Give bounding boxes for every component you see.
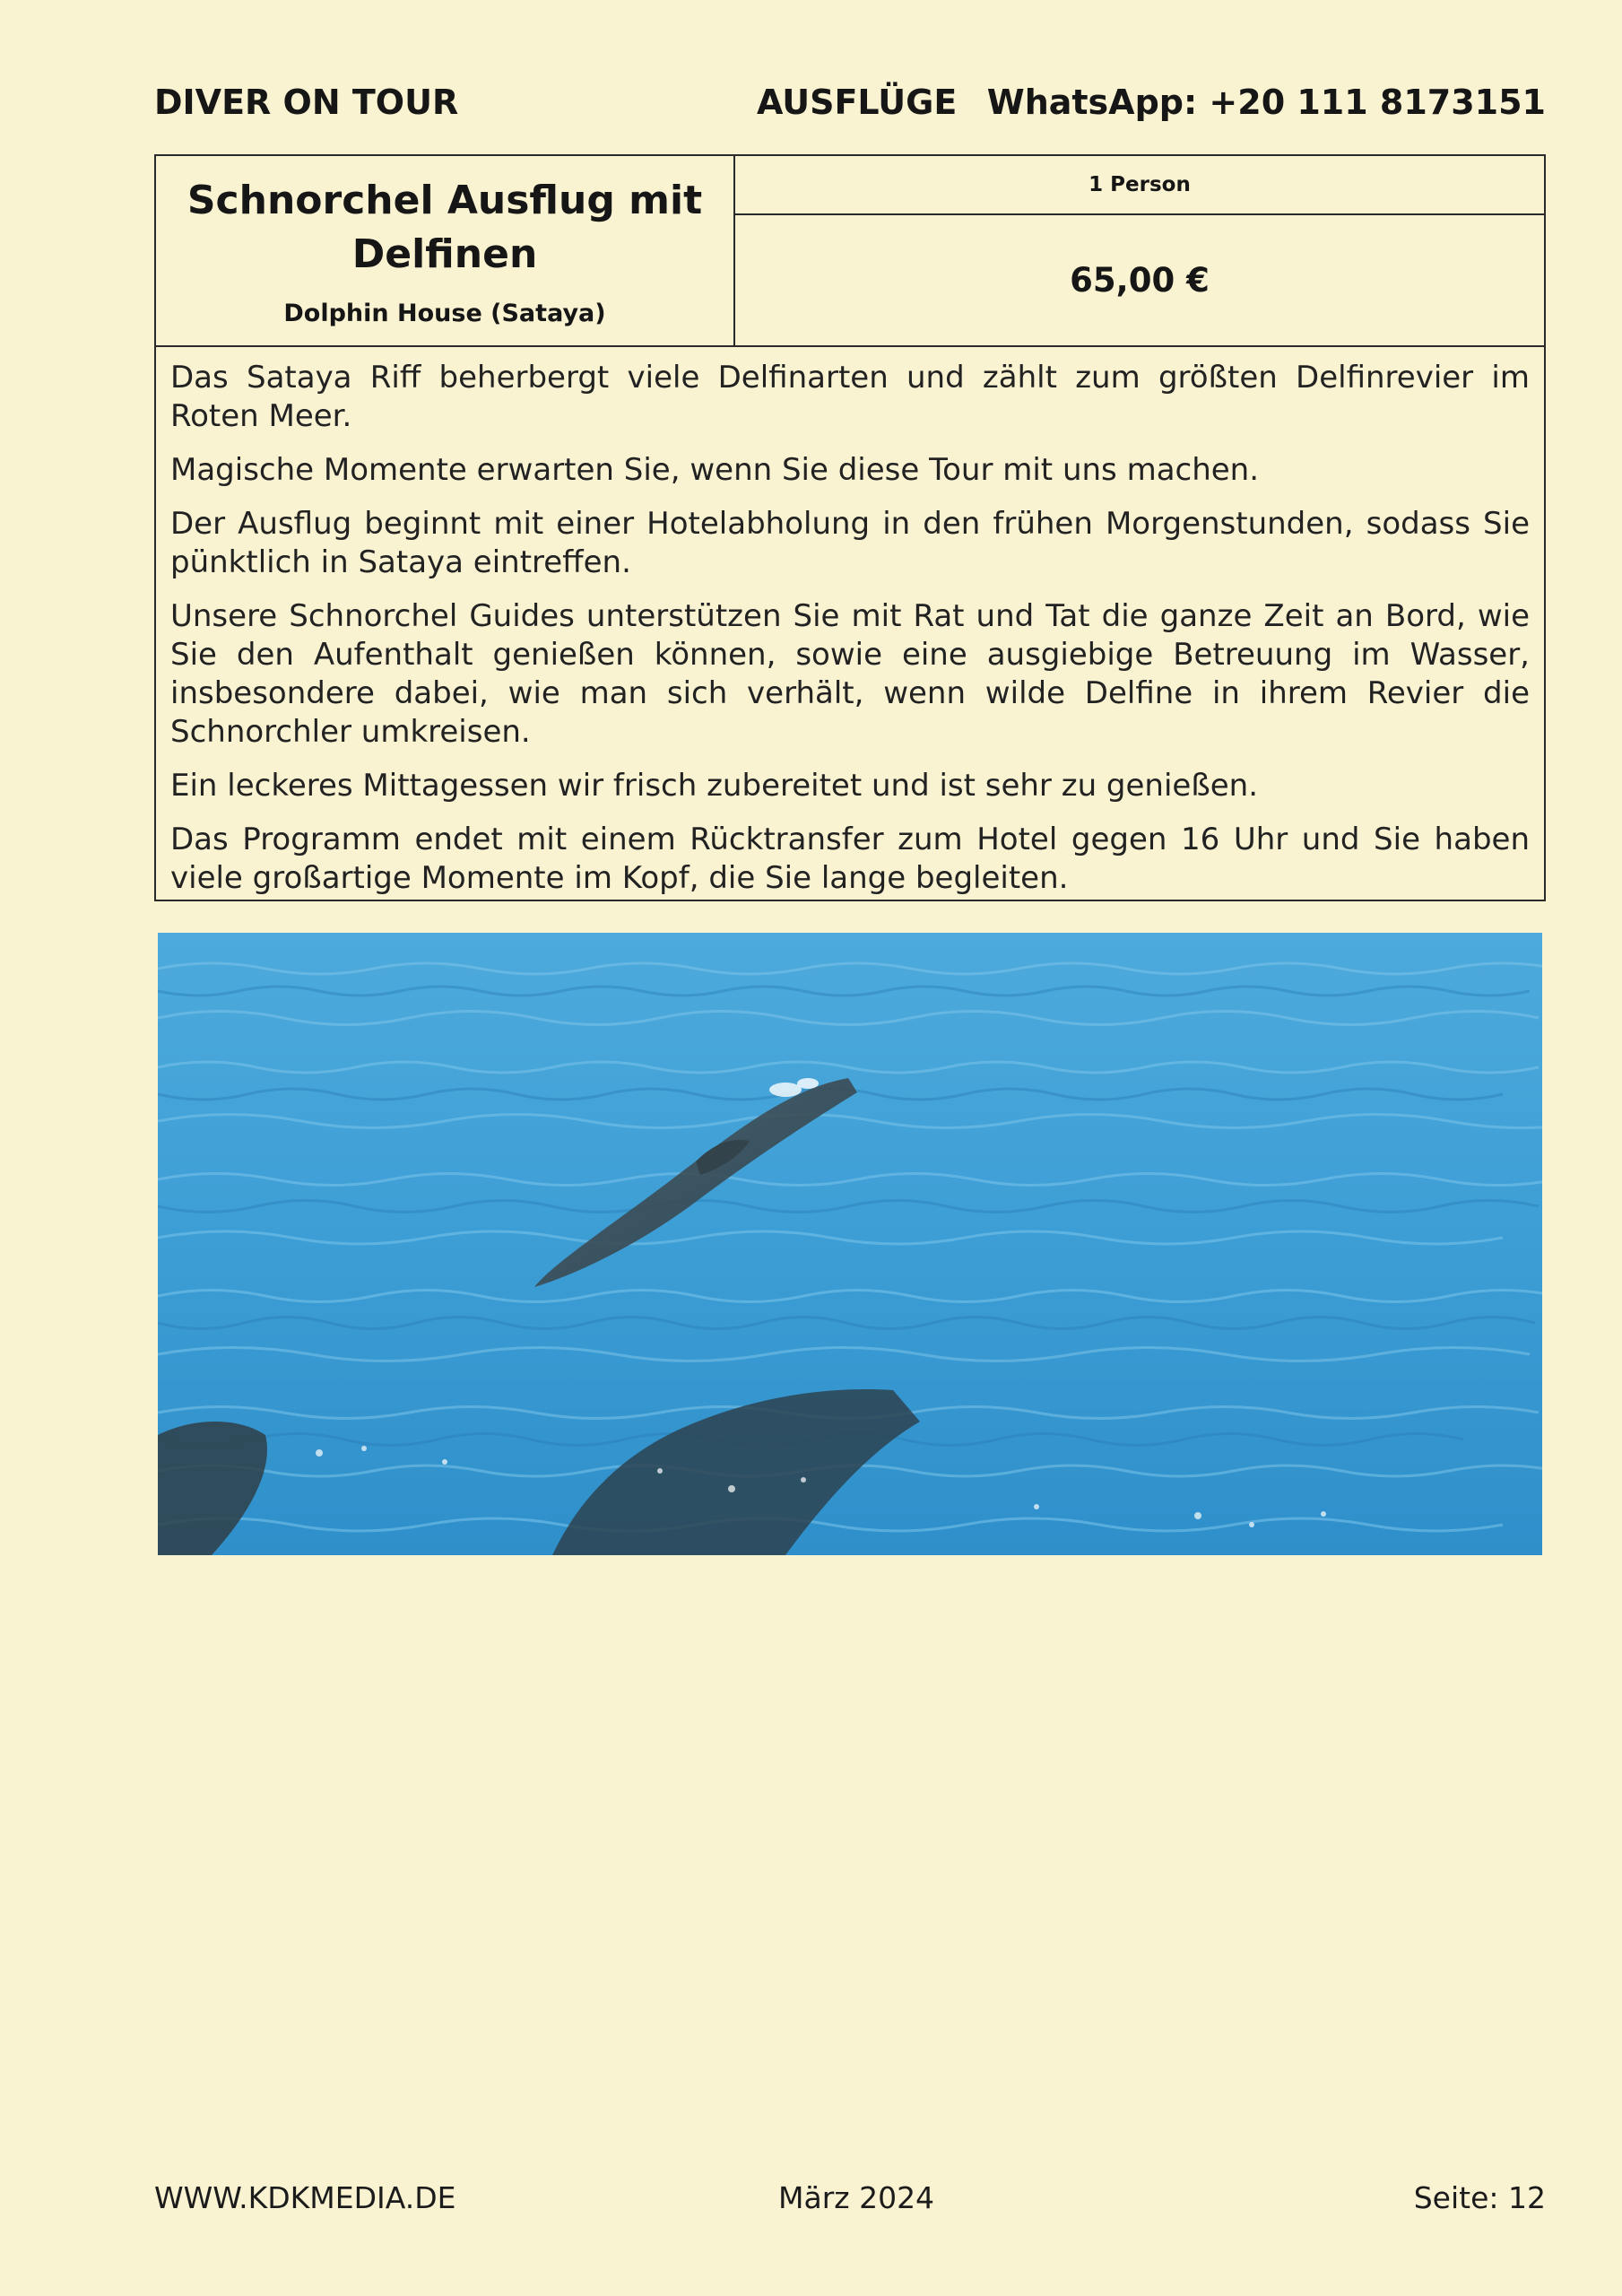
page-number: Seite: 12 <box>1413 2180 1546 2215</box>
price-cell <box>735 156 1544 345</box>
description-paragraph: Unsere Schnorchel Guides unterstützen Sie mit Rat und Tat die ganze Zeit an Bord, wie Sie den Aufenthalt genießen können, sowie eine ausgiebige Betreuung im Wasser, insbesondere dabei, wie man sich verhält, wenn wilde Delfine in ihrem Revier die Schnorchler umkreisen. <box>170 598 1530 750</box>
whatsapp-contact: WhatsApp: +20 111 8173151 <box>986 83 1546 122</box>
dolphins-photo <box>158 933 1542 1555</box>
tour-info-box <box>154 154 1546 901</box>
description-paragraph: Ein leckeres Mittagessen wir frisch zubereitet und ist sehr zu genießen. <box>170 768 1259 804</box>
tour-header-row <box>156 156 1544 347</box>
page-footer <box>154 2176 1546 2221</box>
tour-description <box>170 359 1530 913</box>
price-value: 65,00 € <box>1070 261 1210 300</box>
dolphins-swimming-image <box>158 933 1542 1555</box>
tour-title-cell <box>156 156 735 345</box>
description-paragraph: Magische Momente erwarten Sie, wenn Sie diese Tour mit uns machen. <box>170 452 1260 488</box>
section-title: AUSFLÜGE <box>757 83 958 122</box>
description-paragraph: Das Programm endet mit einem Rücktransfer zum Hotel gegen 16 Uhr und Sie haben viele großartige Momente im Kopf, die Sie lange begleiten. <box>170 822 1530 896</box>
description-paragraph: Der Ausflug beginnt mit einer Hotelabholung in den frühen Morgenstunden, sodass Sie pünktlich in Sataya eintreffen. <box>170 506 1530 580</box>
price-label: 1 Person <box>735 156 1544 215</box>
footer-date: März 2024 <box>778 2180 935 2215</box>
brand-name: DIVER ON TOUR <box>154 83 459 122</box>
page-header <box>154 77 1546 127</box>
tour-location: Dolphin House (Sataya) <box>283 300 606 327</box>
description-paragraph: Das Sataya Riff beherbergt viele Delfinarten und zählt zum größten Delfinrevier im Roten Meer. <box>170 360 1530 434</box>
footer-website: WWW.KDKMEDIA.DE <box>154 2180 456 2215</box>
tour-title: Schnorchel Ausflug mit Delfinen <box>186 178 703 277</box>
